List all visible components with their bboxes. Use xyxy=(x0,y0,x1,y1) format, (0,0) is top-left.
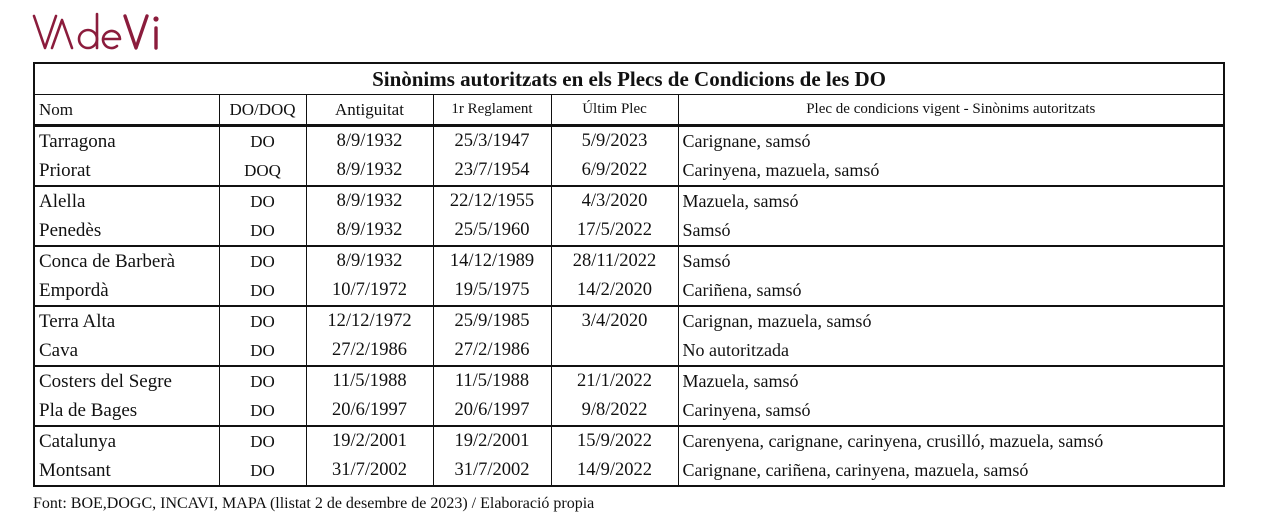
cell-ultim-plec: 15/9/2022 xyxy=(551,426,678,456)
cell-1r-reglament: 27/2/1986 xyxy=(433,336,551,366)
cell-1r-reglament: 11/5/1988 xyxy=(433,366,551,396)
cell-do-doq: DO xyxy=(219,396,306,426)
cell-do-doq: DO xyxy=(219,426,306,456)
cell-antiguitat: 8/9/1932 xyxy=(306,246,433,276)
cell-nom: Penedès xyxy=(34,216,219,246)
cell-1r-reglament: 25/5/1960 xyxy=(433,216,551,246)
table-row xyxy=(34,126,1224,157)
cell-ultim-plec xyxy=(551,336,678,366)
cell-ultim-plec: 14/2/2020 xyxy=(551,276,678,306)
cell-nom: Catalunya xyxy=(34,426,219,456)
table-row xyxy=(34,216,1224,246)
cell-do-doq: DO xyxy=(219,126,306,157)
cell-ultim-plec: 28/11/2022 xyxy=(551,246,678,276)
cell-antiguitat: 11/5/1988 xyxy=(306,366,433,396)
cell-sinonims: Samsó xyxy=(678,246,1224,276)
cell-nom: Conca de Barberà xyxy=(34,246,219,276)
column-header-do-doq: DO/DOQ xyxy=(219,95,306,126)
cell-nom: Terra Alta xyxy=(34,306,219,336)
cell-do-doq: DO xyxy=(219,186,306,216)
column-header-ultim-plec: Últim Plec xyxy=(551,95,678,126)
table-body xyxy=(34,126,1224,487)
column-header-sinonims: Plec de condicions vigent - Sinònims autoritzats xyxy=(678,95,1224,126)
cell-antiguitat: 27/2/1986 xyxy=(306,336,433,366)
cell-do-doq: DO xyxy=(219,216,306,246)
cell-sinonims: Carenyena, carignane, carinyena, crusilló, mazuela, samsó xyxy=(678,426,1224,456)
cell-antiguitat: 8/9/1932 xyxy=(306,216,433,246)
table-row xyxy=(34,366,1224,396)
cell-sinonims: Cariñena, samsó xyxy=(678,276,1224,306)
table-title-row xyxy=(34,63,1224,95)
table-header-row xyxy=(34,95,1224,126)
cell-nom: Montsant xyxy=(34,456,219,486)
synonyms-table-container xyxy=(33,62,1223,487)
cell-ultim-plec: 17/5/2022 xyxy=(551,216,678,246)
cell-do-doq: DO xyxy=(219,246,306,276)
cell-1r-reglament: 23/7/1954 xyxy=(433,156,551,186)
table-row xyxy=(34,396,1224,426)
cell-do-doq: DO xyxy=(219,276,306,306)
cell-sinonims: Mazuela, samsó xyxy=(678,366,1224,396)
cell-nom: Empordà xyxy=(34,276,219,306)
cell-do-doq: DO xyxy=(219,336,306,366)
cell-ultim-plec: 3/4/2020 xyxy=(551,306,678,336)
cell-1r-reglament: 19/2/2001 xyxy=(433,426,551,456)
cell-ultim-plec: 4/3/2020 xyxy=(551,186,678,216)
column-header-antiguitat: Antiguitat xyxy=(306,95,433,126)
table-title: Sinònims autoritzats en els Plecs de Condicions de les DO xyxy=(34,63,1224,95)
table-row xyxy=(34,156,1224,186)
cell-sinonims: Carinyena, mazuela, samsó xyxy=(678,156,1224,186)
cell-sinonims: Carinyena, samsó xyxy=(678,396,1224,426)
cell-do-doq: DO xyxy=(219,366,306,396)
cell-antiguitat: 20/6/1997 xyxy=(306,396,433,426)
table-row xyxy=(34,426,1224,456)
cell-ultim-plec: 5/9/2023 xyxy=(551,126,678,157)
cell-1r-reglament: 14/12/1989 xyxy=(433,246,551,276)
cell-1r-reglament: 20/6/1997 xyxy=(433,396,551,426)
cell-ultim-plec: 6/9/2022 xyxy=(551,156,678,186)
cell-sinonims: Mazuela, samsó xyxy=(678,186,1224,216)
cell-nom: Cava xyxy=(34,336,219,366)
table-row xyxy=(34,336,1224,366)
cell-ultim-plec: 21/1/2022 xyxy=(551,366,678,396)
cell-ultim-plec: 14/9/2022 xyxy=(551,456,678,486)
cell-nom: Tarragona xyxy=(34,126,219,157)
cell-1r-reglament: 31/7/2002 xyxy=(433,456,551,486)
cell-1r-reglament: 22/12/1955 xyxy=(433,186,551,216)
column-header-1r-reglament: 1r Reglament xyxy=(433,95,551,126)
cell-do-doq: DO xyxy=(219,306,306,336)
cell-1r-reglament: 19/5/1975 xyxy=(433,276,551,306)
cell-antiguitat: 10/7/1972 xyxy=(306,276,433,306)
vadevi-logo xyxy=(32,8,172,54)
cell-sinonims: Samsó xyxy=(678,216,1224,246)
source-footnote: Font: BOE,DOGC, INCAVI, MAPA (llistat 2 de desembre de 2023) / Elaboració propia xyxy=(33,495,595,512)
cell-1r-reglament: 25/9/1985 xyxy=(433,306,551,336)
vadevi-logo-graphic xyxy=(32,8,172,54)
cell-sinonims: Carignane, cariñena, carinyena, mazuela, samsó xyxy=(678,456,1224,486)
cell-do-doq: DO xyxy=(219,456,306,486)
table-row xyxy=(34,186,1224,216)
table-row xyxy=(34,456,1224,486)
cell-sinonims: No autoritzada xyxy=(678,336,1224,366)
cell-nom: Costers del Segre xyxy=(34,366,219,396)
table-row xyxy=(34,246,1224,276)
table-row xyxy=(34,306,1224,336)
cell-sinonims: Carignan, mazuela, samsó xyxy=(678,306,1224,336)
cell-antiguitat: 8/9/1932 xyxy=(306,126,433,157)
column-header-nom: Nom xyxy=(34,95,219,126)
cell-antiguitat: 12/12/1972 xyxy=(306,306,433,336)
synonyms-table xyxy=(33,62,1225,487)
cell-antiguitat: 31/7/2002 xyxy=(306,456,433,486)
cell-sinonims: Carignane, samsó xyxy=(678,126,1224,157)
table-row xyxy=(34,276,1224,306)
cell-antiguitat: 19/2/2001 xyxy=(306,426,433,456)
cell-ultim-plec: 9/8/2022 xyxy=(551,396,678,426)
cell-nom: Alella xyxy=(34,186,219,216)
cell-antiguitat: 8/9/1932 xyxy=(306,186,433,216)
cell-antiguitat: 8/9/1932 xyxy=(306,156,433,186)
cell-nom: Priorat xyxy=(34,156,219,186)
cell-1r-reglament: 25/3/1947 xyxy=(433,126,551,157)
cell-nom: Pla de Bages xyxy=(34,396,219,426)
cell-do-doq: DOQ xyxy=(219,156,306,186)
